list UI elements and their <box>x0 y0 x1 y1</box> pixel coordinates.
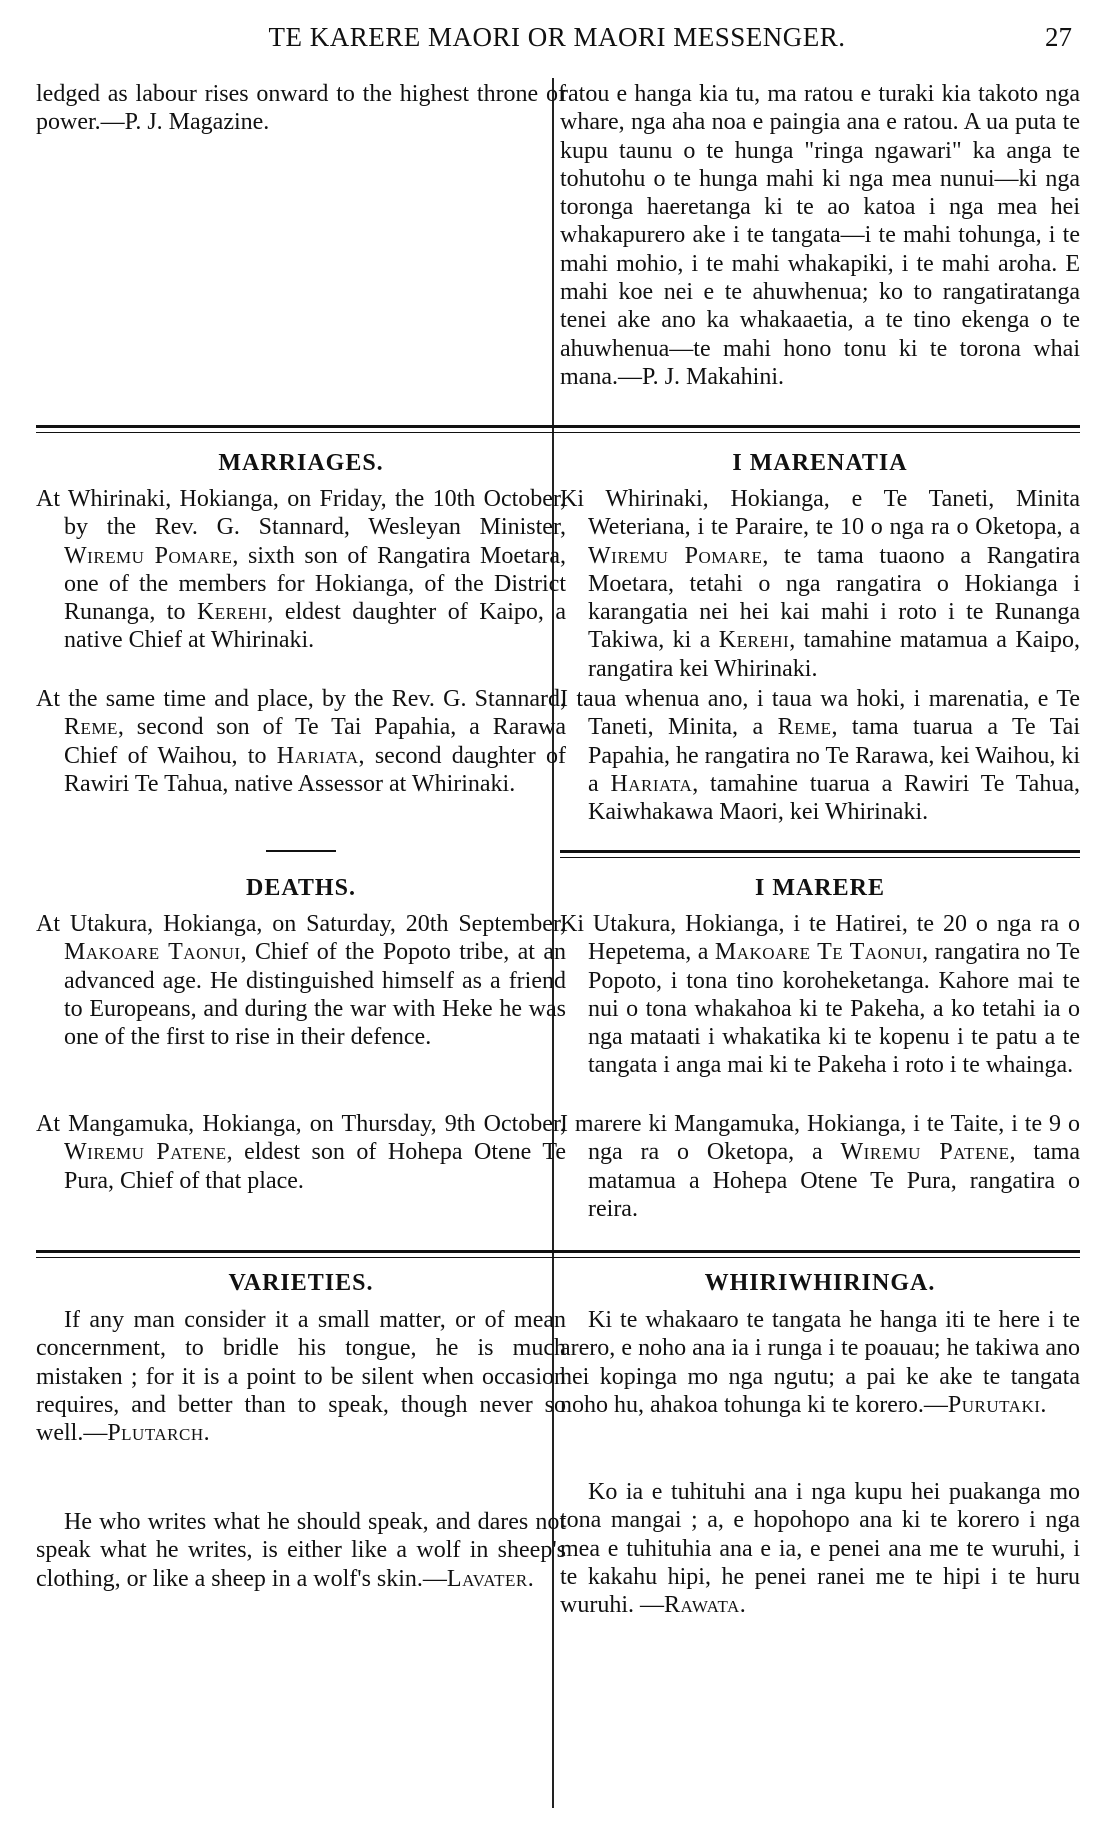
section-rule <box>560 1250 1080 1258</box>
deaths-heading: DEATHS. <box>246 875 356 901</box>
page-number: 27 <box>1045 22 1072 52</box>
marere-heading: I MARERE <box>754 875 885 901</box>
marere-entry-1: Ki Utakura, Hokianga, i te Hatirei, te 20 o nga ra o Hepetema, a Makoare Te Taonui, rangatira no Te Popoto, i tona tino koroheketanga. Kahore mai te nui o tona whakahoa ki te Pakeha, a ko tetahi ia o nga mataati i whakatika ki te kopenu i te patu a te tangata i anga mai ki te Pakeha i roto i te whainga. <box>560 911 1080 1079</box>
whiriwhiringa-heading: WHIRIWHIRINGA. <box>704 1270 936 1296</box>
marriage-entry-1: At Whirinaki, Hokianga, on Friday, the 10th October, by the Rev. G. Stannard, Wesleyan Minister, Wiremu Pomare, sixth son of Rangatira Moetara, one of the members for Hokianga, of the District Runanga, to Kerehi, eldest daughter of Kaipo, a native Chief at Whirinaki. <box>36 486 567 654</box>
varieties-heading: VARIETIES. <box>228 1270 374 1296</box>
left-intro-text: ledged as labour rises onward to the highest throne of power.—P. J. Magazine. <box>36 81 566 136</box>
marenatia-entry-1: Ki Whirinaki, Hokianga, e Te Taneti, Minita Weteriana, i te Paraire, te 10 o nga ra o Oketopa, a Wiremu Pomare, te tama tuaono a Rangatira Moetara, tetahi o nga rangatira o Hokianga i karangatia nei hei kai mahi i roto i te Runanga Takiwa, ki a Kerehi, tamahine matamua a Kaipo, rangatira kei Whirinaki. <box>560 486 1080 682</box>
section-rule <box>36 425 566 433</box>
marenatia-heading: I MARENATIA <box>732 450 908 476</box>
whiriwhiringa-quote-1: Ki te whakaaro te tangata he hanga iti te here i te arero, e noho ana ia i runga i te poauau; he takiwa ano hei kopinga mo nga ngutu; a pai ke ake te tangata noho hu, ahakoa tohunga ki te korero.—Purutaki. <box>560 1307 1080 1418</box>
marriage-entry-2: At the same time and place, by the Rev. G. Stannard, Reme, second son of Te Tai Papahia, a Rarawa Chief of Waihou, to Hariata, second daughter of Rawiri Te Tahua, native Assessor at Whirinaki. <box>36 686 566 797</box>
death-entry-2: At Mangamuka, Hokianga, on Thursday, 9th October, Wiremu Patene, eldest son of Hohepa Otene Te Pura, Chief of that place. <box>36 1111 566 1194</box>
newspaper-title: TE KARERE MAORI OR MAORI MESSENGER. <box>268 22 846 52</box>
right-intro-text: ratou e hanga kia tu, ma ratou e turaki kia takoto nga whare, nga aha noa e paingia ana e ratou. A ua puta te kupu taunu o te hunga "ringa ngawari" ka anga te tohutohu o te hunga mahi ki nga mea nunui—ki nga toronga haeretanga ki te ao katoa i nga mea hei whakapurero ake i te tangata—i te mahi tohunga, i te mahi mohio, i te mahi whakapiki, i te mahi aroha. E mahi koe nei e te ahuwhenua; ko to rangatiratanga tenei ake ano ka whakaaetia, a te tino ekenga o te ahuwhenua—te mahi hono tonu ki te torona whai mana.—P. J. Makahini. <box>560 81 1080 390</box>
marriages-heading: MARRIAGES. <box>218 450 384 476</box>
short-divider <box>266 850 336 852</box>
marere-entry-2: I marere ki Mangamuka, Hokianga, i te Taite, i te 9 o nga ra o Oketopa, a Wiremu Patene, tama matamua a Hohepa Otene Te Pura, rangatira o reira. <box>560 1111 1080 1222</box>
section-rule <box>36 1250 566 1258</box>
variety-quote-1: If any man consider it a small matter, or of mean concernment, to bridle his tongue, he is much mistaken ; for it is a point to be silent when occasion requires, and better than to speak, though never so well.—Plutarch. <box>36 1307 566 1447</box>
variety-quote-2: He who writes what he should speak, and dares not speak what he writes, is either like a wolf in sheep's clothing, or like a sheep in a wolf's skin.—Lavater. <box>36 1509 566 1592</box>
marenatia-entry-2: I taua whenua ano, i taua wa hoki, i marenatia, e Te Taneti, Minita, a Reme, tama tuarua a Te Tai Papahia, he rangatira no Te Rarawa, kei Waihou, ki a Hariata, tamahine tuarua a Rawiri Te Tahua, Kaiwhakawa Maori, kei Whirinaki. <box>560 686 1080 826</box>
whiriwhiringa-quote-2: Ko ia e tuhituhi ana i nga kupu hei puakanga mo tona mangai ; a, e hopohopo ana ki te korero i nga mea e tuhituhia ana e ia, e penei ana me te wuruhi, i te kakahu hipi, he penei ranei me te hipi i te huru wuruhi. —Rawata. <box>560 1479 1080 1619</box>
death-entry-1: At Utakura, Hokianga, on Saturday, 20th September, Makoare Taonui, Chief of the Popoto tribe, at an advanced age. He distinguished himself as a friend to Europeans, and during the war with Heke he was one of the first to rise in their defence. <box>36 911 566 1051</box>
page-header <box>0 22 1114 62</box>
section-rule <box>560 425 1080 433</box>
section-rule <box>560 850 1080 858</box>
